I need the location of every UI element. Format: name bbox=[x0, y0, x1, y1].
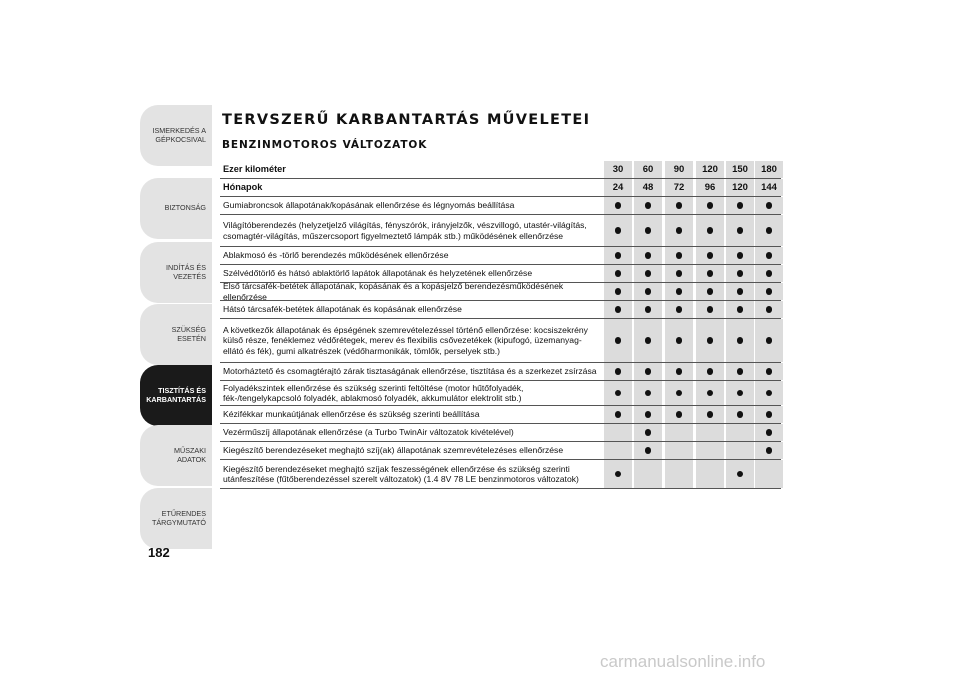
interval-cell bbox=[726, 381, 754, 405]
row-description: Világítóberendezés (helyzetjelző világítás, fényszórók, irányjelzők, vészvillogó, utastér-világítás, csomagtér-világítás, műszercsoport figyelmeztető lámpák stb.) működésének ellenőrzése bbox=[223, 220, 587, 241]
interval-cell bbox=[726, 301, 754, 318]
interval-cell bbox=[634, 197, 662, 214]
check-dot-icon bbox=[766, 306, 773, 313]
check-dot-icon bbox=[645, 337, 652, 344]
check-dot-icon bbox=[676, 306, 683, 313]
row-description: Motorháztető és csomagtérajtó zárak tisztaságának ellenőrzése, tisztítása és a szerkezet zsírzása bbox=[223, 366, 597, 377]
interval-cell bbox=[665, 283, 693, 300]
interval-cell bbox=[665, 442, 693, 459]
interval-value: 48 bbox=[634, 179, 662, 196]
check-dot-icon bbox=[737, 252, 744, 259]
table-row bbox=[220, 197, 781, 215]
interval-cell bbox=[755, 265, 783, 282]
check-dot-icon bbox=[615, 390, 622, 397]
interval-cell bbox=[726, 442, 754, 459]
check-dot-icon bbox=[645, 390, 652, 397]
check-dot-icon bbox=[766, 337, 773, 344]
check-dot-icon bbox=[676, 411, 683, 418]
check-dot-icon bbox=[737, 270, 744, 277]
interval-value: 144 bbox=[755, 179, 783, 196]
header-row-km bbox=[220, 161, 781, 179]
check-dot-icon bbox=[615, 252, 622, 259]
interval-cell bbox=[755, 406, 783, 423]
tab-label: MŰSZAKI ADATOK bbox=[174, 446, 206, 464]
row-description: Kézifékkar munkaútjának ellenőrzése és szükség szerinti beállítása bbox=[223, 409, 480, 420]
row-description: Első tárcsafék-betétek állapotának, kopásának és a kopásjelző berendezésműködésének ellenőrzése bbox=[223, 281, 564, 302]
interval-value: 30 bbox=[604, 161, 632, 178]
interval-value: 120 bbox=[726, 179, 754, 196]
interval-value: 24 bbox=[604, 179, 632, 196]
check-dot-icon bbox=[645, 429, 652, 436]
check-dot-icon bbox=[707, 227, 714, 234]
check-dot-icon bbox=[645, 368, 652, 375]
interval-value: 120 bbox=[696, 161, 724, 178]
interval-cell bbox=[604, 247, 632, 264]
interval-cell bbox=[726, 283, 754, 300]
interval-cell bbox=[665, 265, 693, 282]
interval-cell bbox=[696, 319, 724, 362]
check-dot-icon bbox=[645, 447, 652, 454]
check-dot-icon bbox=[615, 202, 622, 209]
interval-cell bbox=[604, 460, 632, 488]
tab-label: BIZTONSÁG bbox=[164, 203, 206, 213]
check-dot-icon bbox=[766, 288, 773, 295]
check-dot-icon bbox=[707, 270, 714, 277]
interval-cell bbox=[665, 247, 693, 264]
check-dot-icon bbox=[676, 202, 683, 209]
check-dot-icon bbox=[737, 288, 744, 295]
tab-label: TISZTÍTÁS ÉS KARBANTARTÁS bbox=[146, 386, 206, 404]
interval-value: 72 bbox=[665, 179, 693, 196]
check-dot-icon bbox=[676, 337, 683, 344]
check-dot-icon bbox=[615, 270, 622, 277]
interval-cell bbox=[634, 301, 662, 318]
table-row bbox=[220, 215, 781, 247]
watermark: carmanualsonline.info bbox=[600, 652, 766, 671]
interval-cell bbox=[634, 363, 662, 380]
check-dot-icon bbox=[615, 288, 622, 295]
interval-cell bbox=[634, 460, 662, 488]
interval-cell bbox=[604, 197, 632, 214]
interval-cell bbox=[604, 363, 632, 380]
row-description: Ezer kilométer bbox=[223, 164, 286, 175]
check-dot-icon bbox=[737, 337, 744, 344]
check-dot-icon bbox=[766, 429, 773, 436]
tab-label: ETŰRENDES TÁRGYMUTATÓ bbox=[151, 509, 206, 527]
row-description: Folyadékszintek ellenőrzése és szükség szerinti feltöltése (motor hűtőfolyadék, fék-/tengelykapcsoló folyadék, ablakmosó folyadék, akkumulátor elektrolit stb.) bbox=[223, 382, 524, 403]
check-dot-icon bbox=[707, 368, 714, 375]
row-description: Kiegészítő berendezéseket meghajtó szíj(ak) állapotának szemrevételezéses ellenőrzése bbox=[223, 445, 564, 456]
interval-value: 96 bbox=[696, 179, 724, 196]
interval-cell bbox=[665, 301, 693, 318]
header-row-months bbox=[220, 179, 781, 197]
interval-cell bbox=[726, 424, 754, 441]
interval-cell bbox=[726, 319, 754, 362]
interval-cell bbox=[665, 381, 693, 405]
interval-cell bbox=[755, 381, 783, 405]
check-dot-icon bbox=[737, 202, 744, 209]
interval-cell bbox=[634, 247, 662, 264]
check-dot-icon bbox=[707, 337, 714, 344]
interval-cell bbox=[755, 319, 783, 362]
tab-inditas[interactable] bbox=[140, 242, 212, 303]
interval-cell bbox=[604, 319, 632, 362]
check-dot-icon bbox=[615, 368, 622, 375]
interval-cell bbox=[696, 265, 724, 282]
interval-cell bbox=[755, 301, 783, 318]
interval-cell bbox=[696, 381, 724, 405]
check-dot-icon bbox=[645, 306, 652, 313]
interval-cell bbox=[726, 460, 754, 488]
interval-cell bbox=[634, 265, 662, 282]
check-dot-icon bbox=[645, 288, 652, 295]
interval-cell bbox=[634, 283, 662, 300]
interval-cell bbox=[755, 247, 783, 264]
interval-cell bbox=[696, 215, 724, 246]
interval-cell bbox=[726, 406, 754, 423]
check-dot-icon bbox=[707, 411, 714, 418]
interval-cell bbox=[755, 197, 783, 214]
table-row bbox=[220, 381, 781, 406]
table-row bbox=[220, 406, 781, 424]
check-dot-icon bbox=[676, 390, 683, 397]
check-dot-icon bbox=[766, 252, 773, 259]
interval-cell bbox=[604, 424, 632, 441]
check-dot-icon bbox=[766, 227, 773, 234]
check-dot-icon bbox=[707, 252, 714, 259]
interval-cell bbox=[755, 363, 783, 380]
interval-cell bbox=[696, 363, 724, 380]
interval-cell bbox=[755, 283, 783, 300]
interval-cell bbox=[634, 215, 662, 246]
check-dot-icon bbox=[645, 411, 652, 418]
tab-biztonsag[interactable] bbox=[140, 178, 212, 239]
check-dot-icon bbox=[707, 390, 714, 397]
interval-cell bbox=[726, 215, 754, 246]
interval-cell bbox=[665, 460, 693, 488]
check-dot-icon bbox=[645, 252, 652, 259]
interval-cell bbox=[665, 363, 693, 380]
interval-cell bbox=[755, 215, 783, 246]
tab-label: ISMERKEDÉS A GÉPKOCSIVAL bbox=[152, 126, 206, 144]
row-description: Kiegészítő berendezéseket meghajtó szíjak feszességének ellenőrzése és szükség szerinti utánfeszítése (fűtőberendezéssel szerelt változatok) (1.4 8V 78 LE benzinmotoros változatok) bbox=[223, 463, 579, 484]
tab-targymutato[interactable] bbox=[140, 488, 212, 549]
check-dot-icon bbox=[645, 202, 652, 209]
interval-cell bbox=[604, 406, 632, 423]
row-description: Vezérműszíj állapotának ellenőrzése (a Turbo TwinAir változatok kivételével) bbox=[223, 427, 514, 438]
interval-value: 90 bbox=[665, 161, 693, 178]
interval-cell bbox=[726, 247, 754, 264]
interval-cell bbox=[755, 460, 783, 488]
check-dot-icon bbox=[737, 368, 744, 375]
check-dot-icon bbox=[676, 270, 683, 277]
check-dot-icon bbox=[766, 411, 773, 418]
check-dot-icon bbox=[737, 390, 744, 397]
interval-cell bbox=[696, 197, 724, 214]
row-description: Hónapok bbox=[223, 182, 263, 193]
tab-muszaki[interactable] bbox=[140, 425, 212, 486]
interval-cell bbox=[696, 301, 724, 318]
check-dot-icon bbox=[707, 306, 714, 313]
interval-cell bbox=[604, 265, 632, 282]
interval-cell bbox=[726, 363, 754, 380]
check-dot-icon bbox=[737, 471, 744, 478]
interval-cell bbox=[665, 319, 693, 362]
interval-cell bbox=[604, 442, 632, 459]
interval-cell bbox=[696, 247, 724, 264]
check-dot-icon bbox=[766, 270, 773, 277]
section-subtitle: BENZINMOTOROS VÁLTOZATOK bbox=[222, 139, 428, 151]
table-row bbox=[220, 247, 781, 265]
interval-cell bbox=[696, 424, 724, 441]
interval-cell bbox=[755, 424, 783, 441]
interval-cell bbox=[634, 319, 662, 362]
interval-value: 150 bbox=[726, 161, 754, 178]
check-dot-icon bbox=[766, 202, 773, 209]
check-dot-icon bbox=[615, 306, 622, 313]
row-description: A következők állapotának és épségének szemrevételezéssel történő ellenőrzése: kocsiszekrény külső része, fenéklemez védőrétegek, merev és flexibilis csővezetékek (kipufogó, üzemanyag-ellátó és fék), gumi alkatrészek (védőharmonikák, tömlők, perselyek stb.) bbox=[223, 324, 588, 356]
check-dot-icon bbox=[737, 227, 744, 234]
interval-cell bbox=[696, 283, 724, 300]
interval-cell bbox=[634, 381, 662, 405]
interval-cell bbox=[665, 215, 693, 246]
tab-label: INDÍTÁS ÉS VEZETÉS bbox=[166, 263, 206, 281]
row-description: Ablakmosó és -törlő berendezés működésének ellenőrzése bbox=[223, 250, 449, 261]
row-description: Hátsó tárcsafék-betétek állapotának és kopásának ellenőrzése bbox=[223, 304, 462, 315]
table-row bbox=[220, 442, 781, 460]
check-dot-icon bbox=[645, 227, 652, 234]
interval-cell bbox=[665, 197, 693, 214]
check-dot-icon bbox=[737, 306, 744, 313]
tab-tisztitas-active[interactable] bbox=[140, 365, 212, 426]
page-number: 182 bbox=[148, 545, 170, 560]
interval-cell bbox=[755, 442, 783, 459]
tab-szukseg[interactable] bbox=[140, 304, 212, 365]
table-row bbox=[220, 460, 781, 489]
check-dot-icon bbox=[676, 368, 683, 375]
interval-cell bbox=[634, 406, 662, 423]
interval-value: 60 bbox=[634, 161, 662, 178]
check-dot-icon bbox=[615, 337, 622, 344]
check-dot-icon bbox=[707, 202, 714, 209]
interval-cell bbox=[604, 215, 632, 246]
check-dot-icon bbox=[707, 288, 714, 295]
check-dot-icon bbox=[766, 390, 773, 397]
interval-value: 180 bbox=[755, 161, 783, 178]
interval-cell bbox=[604, 381, 632, 405]
check-dot-icon bbox=[766, 447, 773, 454]
interval-cell bbox=[604, 283, 632, 300]
table-row bbox=[220, 283, 781, 301]
table-row bbox=[220, 301, 781, 319]
interval-cell bbox=[634, 424, 662, 441]
check-dot-icon bbox=[676, 227, 683, 234]
interval-cell bbox=[696, 460, 724, 488]
check-dot-icon bbox=[615, 227, 622, 234]
check-dot-icon bbox=[676, 252, 683, 259]
table-row bbox=[220, 424, 781, 442]
check-dot-icon bbox=[615, 471, 622, 478]
check-dot-icon bbox=[737, 411, 744, 418]
interval-cell bbox=[726, 197, 754, 214]
table-row bbox=[220, 363, 781, 381]
tab-label: SZÜKSÉG ESETÉN bbox=[171, 325, 206, 343]
tab-ismerkedes[interactable] bbox=[140, 105, 212, 166]
check-dot-icon bbox=[615, 411, 622, 418]
interval-cell bbox=[665, 406, 693, 423]
interval-cell bbox=[696, 442, 724, 459]
interval-cell bbox=[696, 406, 724, 423]
table-row bbox=[220, 319, 781, 363]
page-title: TERVSZERŰ KARBANTARTÁS MŰVELETEI bbox=[222, 112, 591, 128]
interval-cell bbox=[665, 424, 693, 441]
interval-cell bbox=[634, 442, 662, 459]
row-description: Gumiabroncsok állapotának/kopásának ellenőrzése és légnyomás beállítása bbox=[223, 200, 515, 211]
check-dot-icon bbox=[766, 368, 773, 375]
interval-cell bbox=[726, 265, 754, 282]
check-dot-icon bbox=[645, 270, 652, 277]
check-dot-icon bbox=[676, 288, 683, 295]
interval-cell bbox=[604, 301, 632, 318]
row-description: Szélvédőtörlő és hátsó ablaktörlő lapátok állapotának és helyzetének ellenőrzése bbox=[223, 268, 533, 279]
